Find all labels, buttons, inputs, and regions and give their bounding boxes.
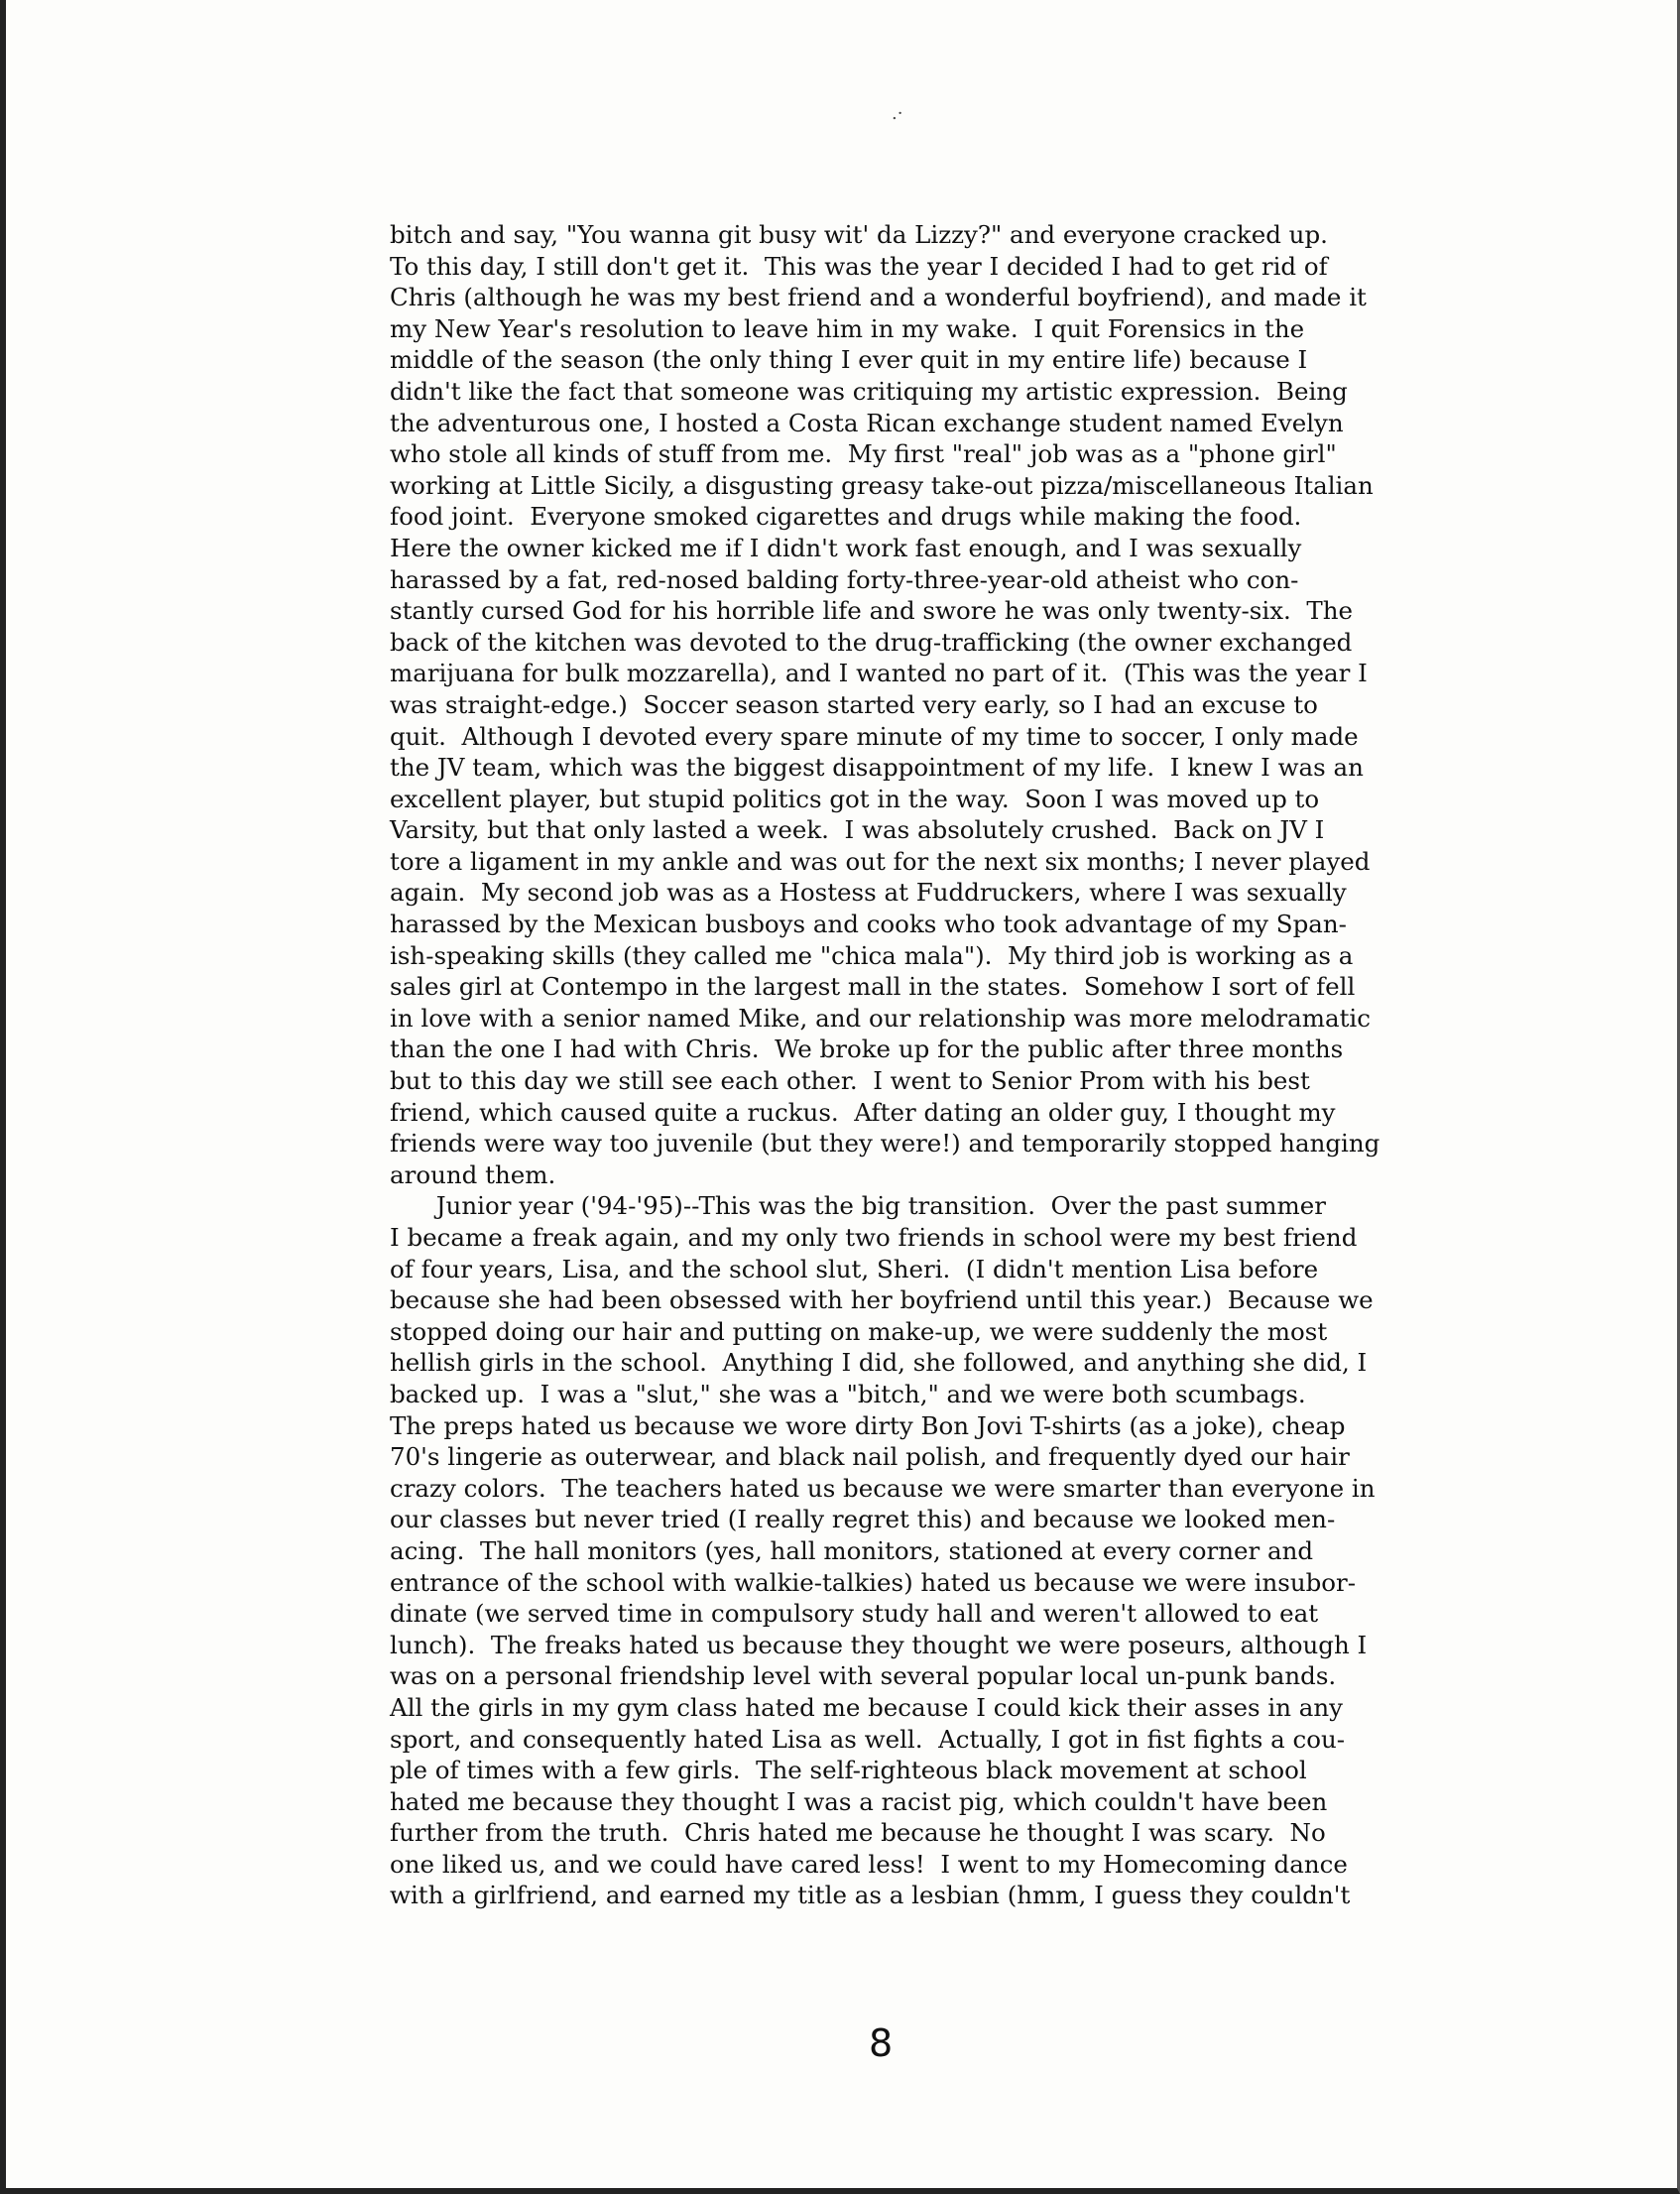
text-line: harassed by a fat, red-nosed balding forty-three-year-old atheist who con- <box>390 564 1299 594</box>
text-line: harassed by the Mexican busboys and cooks who took advantage of my Span- <box>390 910 1347 939</box>
page-number: 8 <box>869 2021 894 2065</box>
text-line: marijuana for bulk mozzarella), and I wanted no part of it. (This was the year I <box>390 659 1368 688</box>
text-line: working at Little Sicily, a disgusting greasy take-out pizza/miscellaneous Italian <box>390 470 1374 500</box>
text-line: ish-speaking skills (they called me "chica mala"). My third job is working as a <box>390 940 1354 970</box>
text-line: again. My second job was as a Hostess at Fuddruckers, where I was sexually <box>390 878 1347 908</box>
text-line: 70's lingerie as outerwear, and black nail polish, and frequently dyed our hair <box>390 1442 1350 1472</box>
body-text <box>390 219 1451 1911</box>
text-line: the JV team, which was the biggest disappointment of my life. I knew I was an <box>390 753 1364 783</box>
text-line: Junior year ('94-'95)--This was the big transition. Over the past summer <box>390 1191 1326 1221</box>
text-line: food joint. Everyone smoked cigarettes and drugs while making the food. <box>390 502 1302 532</box>
text-line: stantly cursed God for his horrible life and swore he was only twenty-six. The <box>390 596 1353 626</box>
text-line: was on a personal friendship level with several popular local un-punk bands. <box>390 1661 1337 1691</box>
text-line: excellent player, but stupid politics got in the way. Soon I was moved up to <box>390 784 1320 813</box>
text-line: my New Year's resolution to leave him in my wake. I quit Forensics in the <box>390 313 1305 343</box>
text-line: our classes but never tried (I really regret this) and because we looked men- <box>390 1505 1336 1534</box>
text-line: acing. The hall monitors (yes, hall monitors, stationed at every corner and <box>390 1535 1314 1565</box>
text-line: quit. Although I devoted every spare minute of my time to soccer, I only made <box>390 721 1359 751</box>
text-line: I became a freak again, and my only two friends in school were my best friend <box>390 1223 1358 1252</box>
text-line: who stole all kinds of stuff from me. My first "real" job was as a "phone girl" <box>390 439 1337 469</box>
text-line: sport, and consequently hated Lisa as well. Actually, I got in fist fights a cou- <box>390 1724 1346 1754</box>
text-line: because she had been obsessed with her boyfriend until this year.) Because we <box>390 1285 1374 1315</box>
text-line: the adventurous one, I hosted a Costa Rican exchange student named Evelyn <box>390 408 1344 437</box>
text-line: To this day, I still don't get it. This was the year I decided I had to get rid of <box>390 251 1328 281</box>
text-line: of four years, Lisa, and the school slut, Sheri. (I didn't mention Lisa before <box>390 1254 1319 1283</box>
text-line: hated me because they thought I was a racist pig, which couldn't have been <box>390 1786 1328 1816</box>
text-line: lunch). The freaks hated us because they thought we were poseurs, although I <box>390 1630 1368 1659</box>
text-line: dinate (we served time in compulsory study hall and weren't allowed to eat <box>390 1599 1319 1629</box>
scan-mark: .· <box>892 103 903 124</box>
text-line: Varsity, but that only lasted a week. I was absolutely crushed. Back on JV I <box>390 815 1325 845</box>
text-line: backed up. I was a "slut," she was a "bitch," and we were both scumbags. <box>390 1379 1306 1408</box>
text-line: sales girl at Contempo in the largest mall in the states. Somehow I sort of fell <box>390 972 1356 1002</box>
text-line: one liked us, and we could have cared less! I went to my Homecoming dance <box>390 1849 1348 1879</box>
text-line: back of the kitchen was devoted to the drug-trafficking (the owner exchanged <box>390 627 1353 657</box>
text-line: didn't like the fact that someone was critiquing my artistic expression. Being <box>390 376 1348 406</box>
text-line: All the girls in my gym class hated me because I could kick their asses in any <box>390 1692 1344 1722</box>
text-line: entrance of the school with walkie-talkies) hated us because we were insubor- <box>390 1567 1357 1597</box>
text-line: friends were way too juvenile (but they were!) and temporarily stopped hanging <box>390 1129 1380 1158</box>
text-line: with a girlfriend, and earned my title as a lesbian (hmm, I guess they couldn't <box>390 1881 1351 1910</box>
text-line: than the one I had with Chris. We broke up for the public after three months <box>390 1035 1344 1064</box>
text-line: friend, which caused quite a ruckus. After dating an older guy, I thought my <box>390 1097 1336 1127</box>
text-line: stopped doing our hair and putting on make-up, we were suddenly the most <box>390 1316 1328 1346</box>
text-line: further from the truth. Chris hated me because he thought I was scary. No <box>390 1818 1326 1848</box>
text-line: ple of times with a few girls. The self-righteous black movement at school <box>390 1756 1307 1785</box>
text-line: crazy colors. The teachers hated us because we were smarter than everyone in <box>390 1473 1376 1503</box>
text-line: middle of the season (the only thing I ever quit in my entire life) because I <box>390 345 1308 375</box>
text-line: bitch and say, "You wanna git busy wit' da Lizzy?" and everyone cracked up. <box>390 220 1328 249</box>
text-line: The preps hated us because we wore dirty Bon Jovi T-shirts (as a joke), cheap <box>390 1410 1346 1440</box>
text-line: tore a ligament in my ankle and was out for the next six months; I never played <box>390 846 1371 876</box>
text-line: but to this day we still see each other. I went to Senior Prom with his best <box>390 1066 1310 1096</box>
text-line: Chris (although he was my best friend and a wonderful boyfriend), and made it <box>390 283 1367 312</box>
text-line: was straight-edge.) Soccer season started very early, so I had an excuse to <box>390 689 1318 719</box>
text-line: in love with a senior named Mike, and our relationship was more melodramatic <box>390 1003 1371 1033</box>
text-line: hellish girls in the school. Anything I did, she followed, and anything she did, I <box>390 1348 1368 1378</box>
text-line: around them. <box>390 1159 556 1189</box>
text-line: Here the owner kicked me if I didn't work fast enough, and I was sexually <box>390 533 1302 562</box>
